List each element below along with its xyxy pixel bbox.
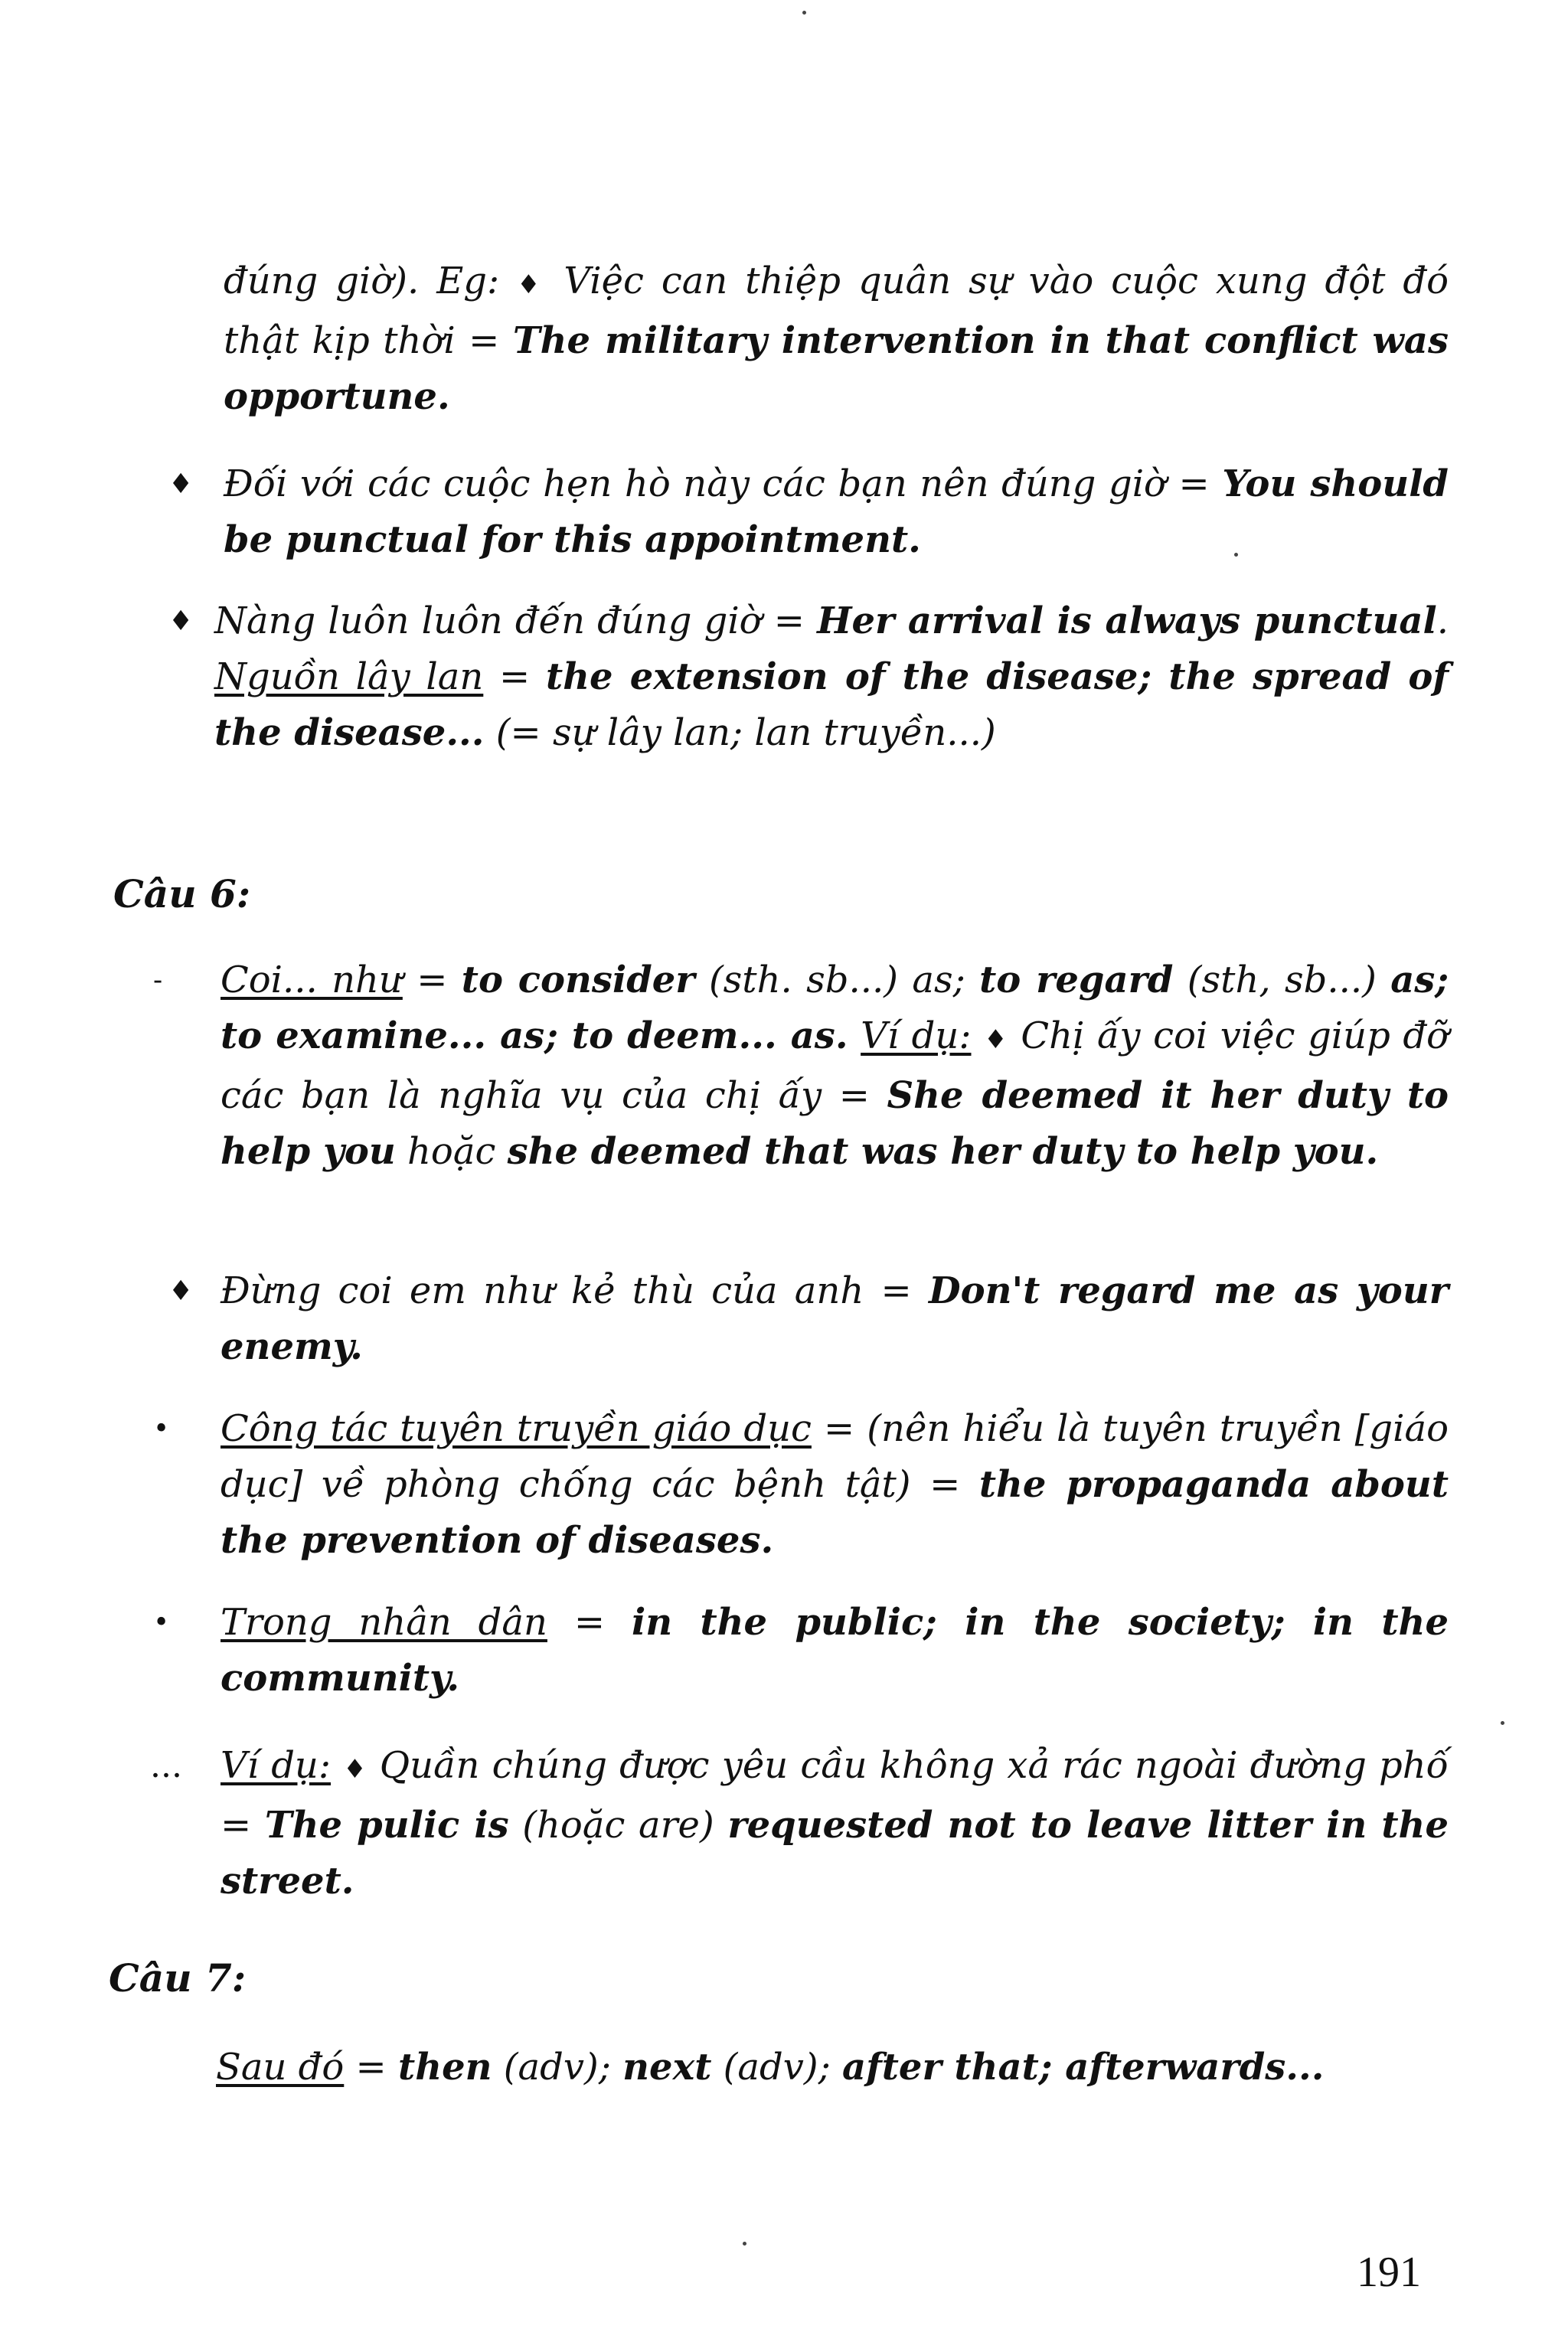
example-paragraph-1 bbox=[224, 456, 1449, 568]
text-run: Việc can thiệp quân sự vào cuộc xung đột đó thật kịp thời = bbox=[224, 260, 1449, 362]
text-run: (adv); bbox=[711, 2046, 842, 2089]
section-heading-cau-6: Câu 6: bbox=[113, 871, 251, 916]
text-run: = (nên hiểu là tuyên truyền [giáo dục] về phòng chống các bệnh tật) = bbox=[220, 1407, 1449, 1506]
scan-speck bbox=[802, 11, 806, 15]
text-run: hoặc bbox=[395, 1130, 508, 1173]
text-run: Quần chúng được yêu cầu không xả rác ngoài đường phố = bbox=[220, 1744, 1449, 1847]
text-run: đúng giờ). Eg: bbox=[224, 260, 518, 302]
section-heading-cau-7: Câu 7: bbox=[109, 1955, 247, 2001]
term-underlined: Công tác tuyên truyền giáo dục bbox=[220, 1407, 812, 1450]
text-run: the propaganda about the prevention of diseases. bbox=[220, 1463, 1449, 1562]
definition-cong-tac bbox=[220, 1401, 1449, 1569]
definition-coi-nhu bbox=[220, 952, 1449, 1180]
diamond-bullet-icon: ♦ bbox=[168, 1276, 194, 1307]
dash-bullet: - bbox=[153, 965, 163, 996]
text-run: (adv); bbox=[492, 2046, 623, 2089]
text-run bbox=[972, 1014, 985, 1057]
text-run: = bbox=[483, 655, 546, 698]
example-paragraph-2 bbox=[214, 593, 1449, 761]
scan-speck bbox=[743, 2242, 746, 2246]
text-run: requested not to leave litter in the street. bbox=[220, 1804, 1449, 1903]
ellipsis-marker: ... bbox=[150, 1746, 182, 1785]
text-run: = bbox=[344, 2046, 399, 2089]
example-paragraph-3 bbox=[220, 1263, 1449, 1375]
term-underlined: Coi... như bbox=[220, 959, 403, 1001]
text-run: = bbox=[402, 959, 462, 1001]
text-run: (= sự lây lan; lan truyền...) bbox=[484, 711, 996, 754]
text-run: The military intervention in that conflict was opportune. bbox=[224, 319, 1449, 418]
text-run: next bbox=[622, 2046, 712, 2089]
diamond-bullet-icon: ♦ bbox=[168, 606, 194, 637]
text-run: (hoặc are) bbox=[508, 1804, 728, 1847]
text-run: Nàng luôn luôn đến đúng giờ = bbox=[214, 599, 818, 642]
text-run: (sth. sb...) as; bbox=[694, 959, 980, 1001]
text-run: the extension of the disease; the spread of the disease... bbox=[214, 655, 1449, 754]
dot-bullet: • bbox=[153, 1413, 170, 1445]
definition-trong-nhan-dan bbox=[220, 1595, 1449, 1707]
text-run: Her arrival is always punctual bbox=[817, 599, 1437, 642]
text-run: Đừng coi em như kẻ thù của anh = bbox=[220, 1269, 929, 1312]
continuation-paragraph bbox=[224, 253, 1449, 425]
text-run: she deemed that was her duty to help you. bbox=[507, 1130, 1379, 1173]
page-number: 191 bbox=[1357, 2249, 1421, 2296]
text-run: as; to examine... as; to deem... as. bbox=[220, 959, 1449, 1057]
diamond-bullet-icon: ♦ bbox=[517, 269, 547, 300]
text-run: then bbox=[398, 2046, 492, 2089]
diamond-bullet-icon: ♦ bbox=[168, 469, 194, 500]
text-run: Đối với các cuộc hẹn hò này các bạn nên đúng giờ = bbox=[224, 462, 1223, 505]
example-label: Ví dụ: bbox=[861, 1014, 972, 1057]
text-run bbox=[331, 1744, 343, 1787]
diamond-bullet-icon: ♦ bbox=[984, 1024, 1008, 1055]
dot-bullet: • bbox=[153, 1607, 170, 1638]
text-run: You should be punctual for this appointment. bbox=[224, 462, 1449, 561]
text-run: The pulic is bbox=[264, 1804, 509, 1847]
text-run: She deemed it her duty to help you bbox=[220, 1074, 1449, 1173]
text-run: to regard bbox=[979, 959, 1174, 1001]
text-run: Chị ấy coi việc giúp đỡ các bạn là nghĩa vụ của chị ấy = bbox=[220, 1014, 1449, 1117]
term-underlined: Sau đó bbox=[216, 2046, 345, 2089]
scan-speck bbox=[1234, 553, 1238, 557]
text-run: to consider bbox=[461, 959, 695, 1001]
text-run: Don't regard me as your enemy. bbox=[220, 1269, 1449, 1368]
text-run bbox=[848, 1014, 861, 1057]
term-underlined: Trong nhân dân bbox=[220, 1601, 547, 1644]
text-run: (sth, sb...) bbox=[1173, 959, 1391, 1001]
text-run: after that; afterwards... bbox=[842, 2046, 1325, 2089]
text-run: . bbox=[1436, 599, 1449, 642]
example-paragraph-4 bbox=[220, 1738, 1449, 1909]
definition-sau-do bbox=[216, 2040, 1449, 2095]
text-run: in the public; in the society; in the community. bbox=[220, 1601, 1449, 1700]
term-underlined: Nguồn lây lan bbox=[214, 655, 484, 698]
diamond-bullet-icon: ♦ bbox=[343, 1754, 368, 1785]
scan-speck bbox=[1501, 1721, 1504, 1725]
example-label: Ví dụ: bbox=[220, 1744, 332, 1787]
text-run: = bbox=[547, 1601, 632, 1644]
